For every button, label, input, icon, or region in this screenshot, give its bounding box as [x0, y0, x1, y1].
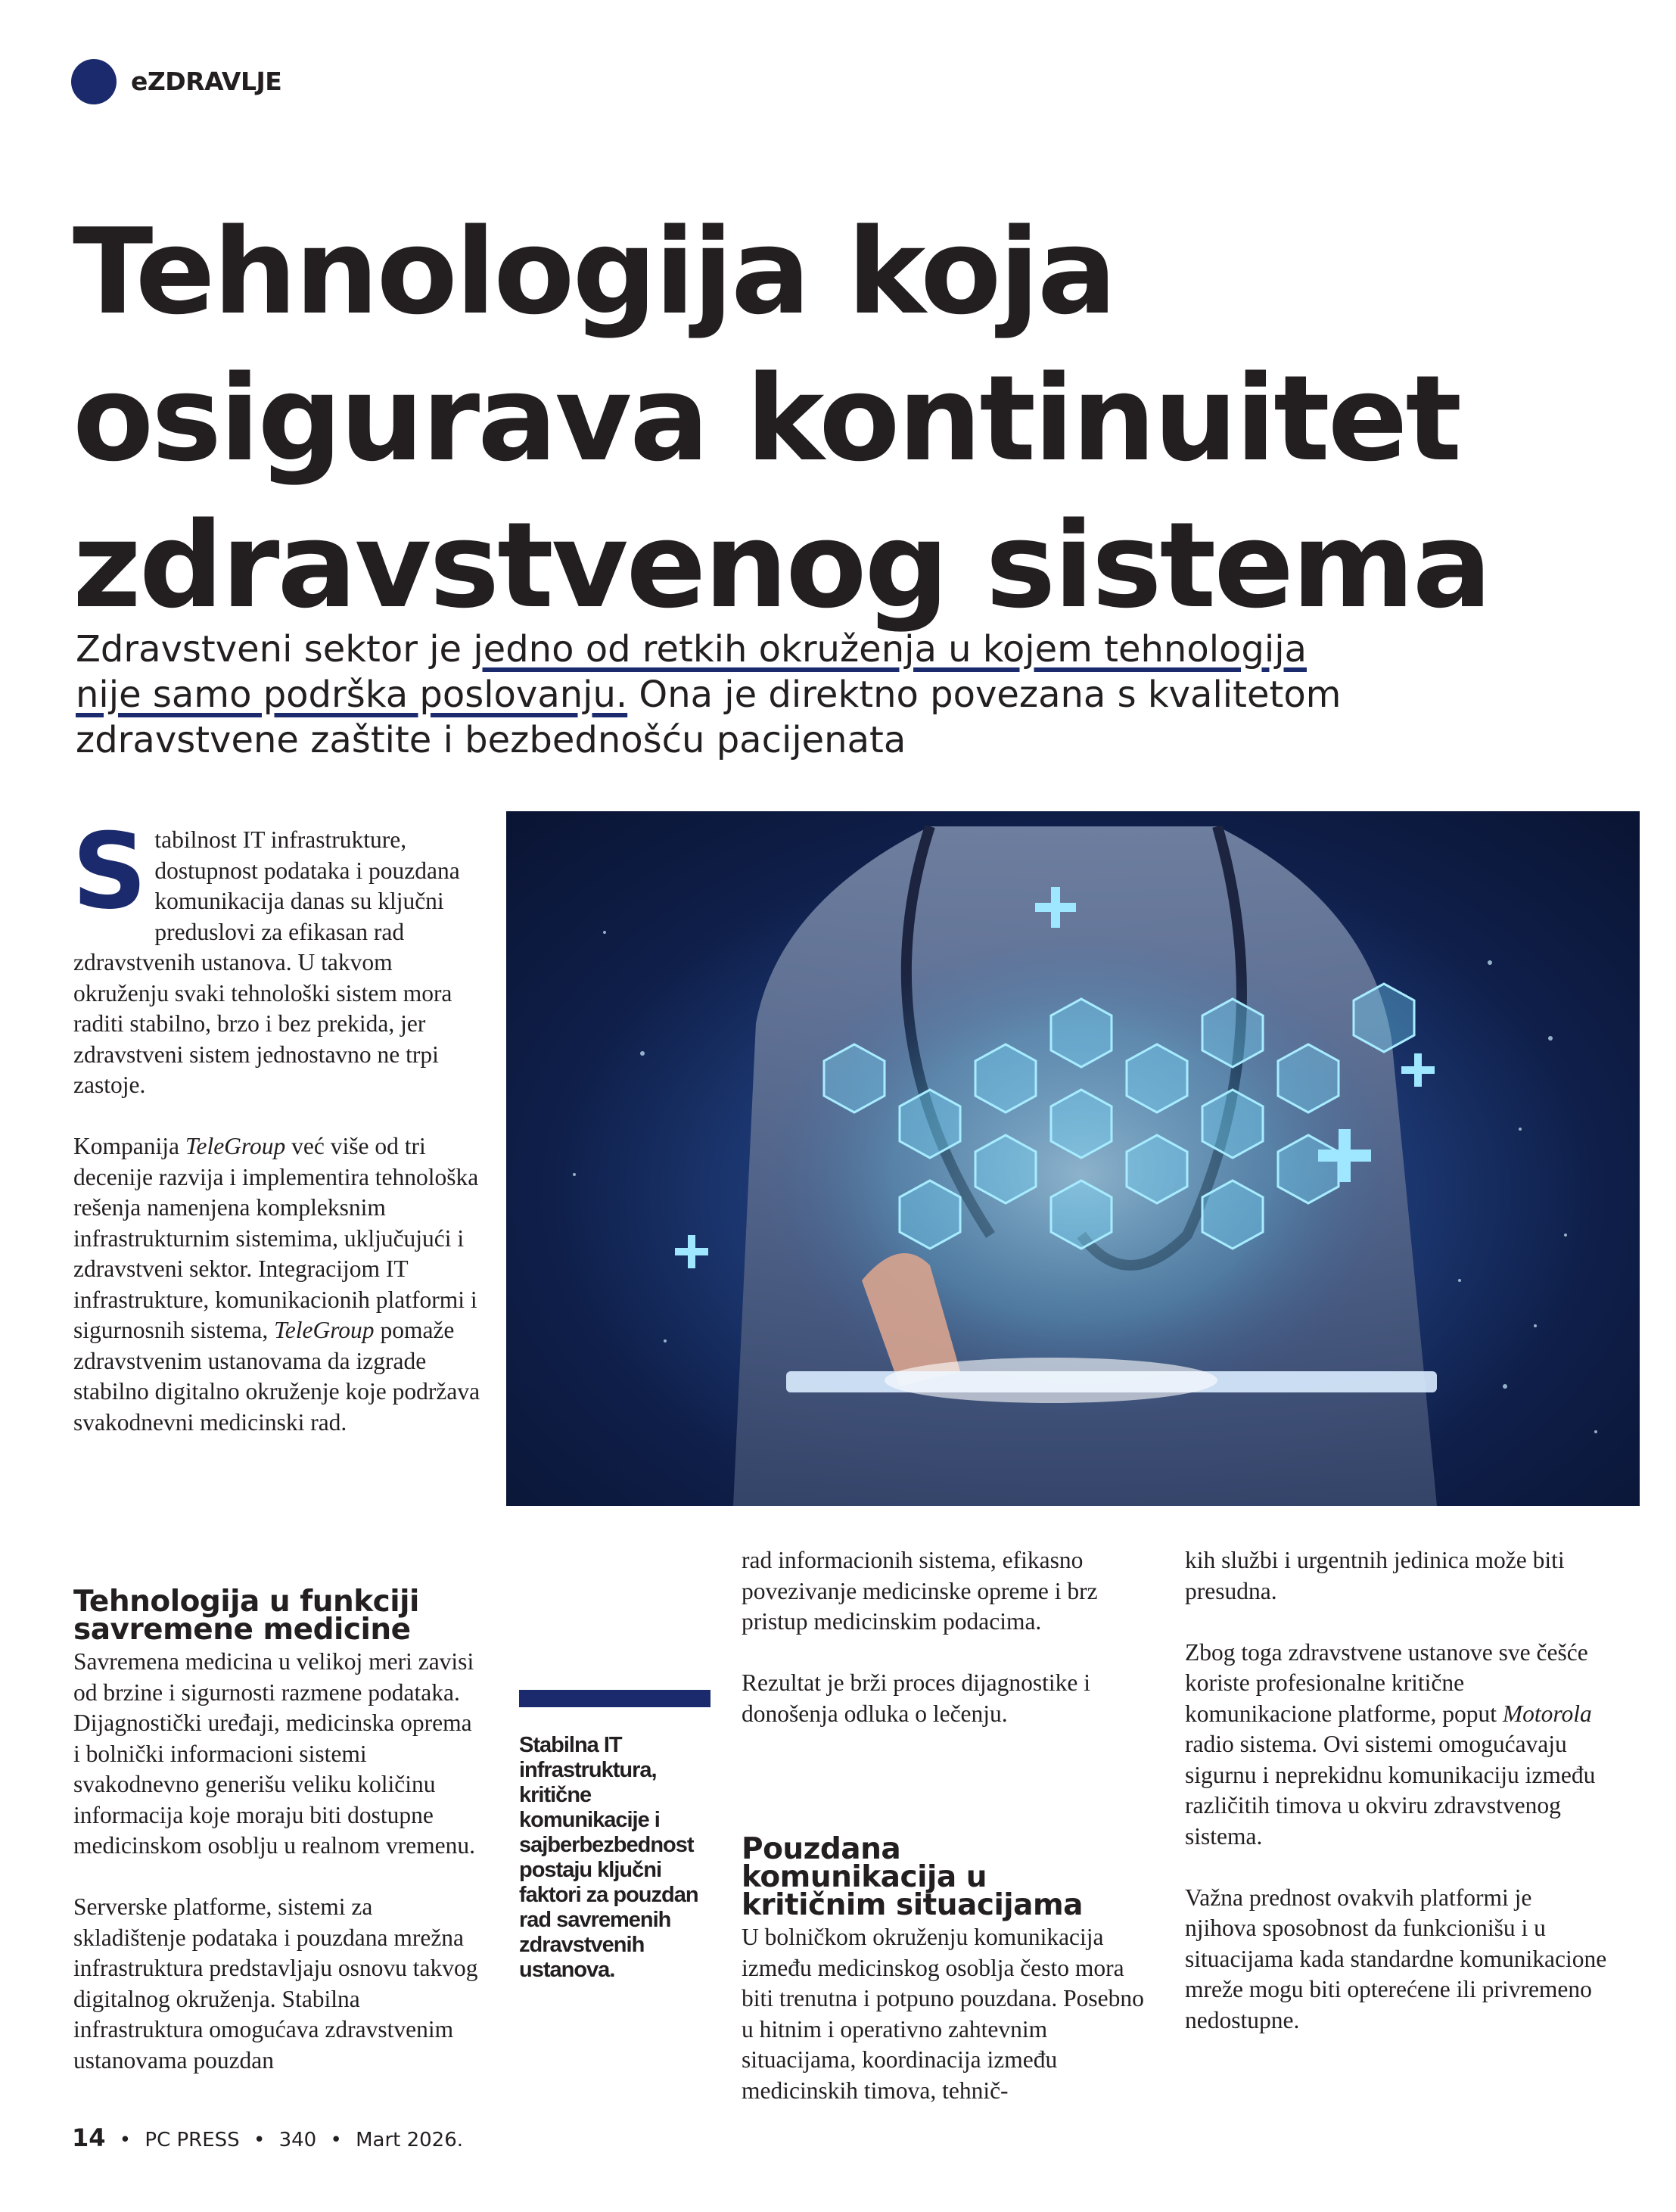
brand-name: Motorola: [1502, 1700, 1592, 1727]
section2-heading: [742, 1832, 1150, 1922]
section2-continued-column: [1185, 1545, 1609, 2036]
section2-paragraph: kih službi i urgentnih jedinica može biti presudna.: [1185, 1547, 1565, 1604]
footer-separator: •: [119, 2129, 132, 2151]
pullquote: Stabilna IT infrastruktura, kritične komunikacije i sajberbezbednost postaju ključni faktori za pouzdan rad savremenih zdravstvenih ustanova.: [519, 1733, 698, 1982]
lead-paragraph: [76, 627, 1634, 763]
paragraph-text: Kompanija: [73, 1133, 185, 1159]
paragraph-text: radio sistema. Ovi sistemi omogućavaju sigurnu i neprekidnu komunikaciju između različitih timova u okviru zdravstvenog sistema.: [1185, 1731, 1596, 1850]
title-line: osigurava kontinuitet: [73, 350, 1460, 487]
paragraph-text: već više od tri decenije razvija i implementira tehnološka rešenja namenjena kompleksnim infrastrukturnim sistemima, uključujući i zdravstveni sektor. Integracijom IT infrastrukture, komunikacionih platformi i sigurnosnih sistema,: [73, 1133, 479, 1343]
section1-paragraph: Serverske platforme, sistemi za skladištenje podataka i pouzdana mrežna infrastruktura predstavljaju osnovu takvog digitalnog okruženja. Stabilna infrastruktura omogućava zdravstvenim ustanovama pouzdan: [73, 1893, 478, 2074]
magazine-name: PC PRESS: [145, 2129, 240, 2151]
page-title: [73, 198, 1631, 639]
page-footer: [72, 2123, 463, 2152]
heading-line: komunikacija u: [742, 1860, 987, 1894]
footer-separator: •: [330, 2129, 342, 2151]
heading-line: Tehnologija u funkciji: [73, 1585, 419, 1619]
title-line: Tehnologija koja: [73, 203, 1115, 341]
paragraph-text: tabilnost IT infrastrukture, dostupnost podataka i pouzdana komunikacija danas su ključni preduslovi za efikasan rad zdravstvenih ustanova. U takvom okruženju svaki tehnološki sistem mora raditi stabilno, brzo i bez prekida, jer zdravstveni sistem jednostavno ne trpi zastoje.: [73, 826, 460, 1098]
pullquote-bar: [519, 1690, 711, 1707]
section2-paragraph: [1185, 1638, 1609, 1853]
page-number: 14: [72, 2123, 106, 2152]
heading-line: Pouzdana: [742, 1832, 901, 1866]
lead-line: [76, 627, 1634, 672]
lead-text: Ona je direktno povezana s kvalitetom: [627, 674, 1342, 716]
title-line: zdravstvenog sistema: [73, 496, 1490, 634]
section1-continued-column: [742, 1545, 1150, 1729]
lead-text: Zdravstveni sektor je: [76, 628, 474, 670]
hero-image: [506, 811, 1640, 1506]
tablet-glow: [885, 1358, 1217, 1403]
paragraph-text: pomaže zdravstvenim ustanovama da izgrade stabilno digitalno okruženje koje podržava svakodnevni medicinski rad.: [73, 1317, 480, 1436]
company-paragraph: [73, 1131, 482, 1438]
section-bullet-icon: [71, 59, 117, 104]
section1-heading: [73, 1585, 482, 1647]
medical-tech-illustration: [506, 811, 1640, 1506]
drop-cap: S: [72, 810, 148, 932]
issue-number: 340: [278, 2129, 317, 2151]
brand-name: TeleGroup: [274, 1317, 375, 1343]
section2-paragraph: Važna prednost ovakvih platformi je njihova sposobnost da funkcionišu i u situacijama kada standardne komunikacione mreže mogu biti opterećene ili privremeno nedostupne.: [1185, 1884, 1607, 2033]
brand-name: TeleGroup: [185, 1133, 286, 1159]
section1-column: [73, 1585, 482, 2076]
intro-paragraph: [72, 810, 482, 1101]
paragraph-text: Zbog toga zdravstvene ustanove sve češće koriste profesionalne kritične komunikacione platforme, poput: [1185, 1638, 1588, 1727]
lead-line: [76, 672, 1634, 717]
heading-line: savremene medicine: [73, 1613, 411, 1647]
heading-line: kritičnim situacijama: [742, 1888, 1083, 1922]
section2-column: [742, 1832, 1150, 2106]
section-label: eZDRAVLJE: [131, 67, 282, 96]
issue-date: Mart 2026.: [356, 2129, 464, 2151]
intro-column: [72, 810, 482, 1438]
section1-paragraph: Rezultat je brži proces dijagnostike i donošenja odluka o lečenju.: [742, 1669, 1090, 1727]
lead-highlight: nije samo podrška poslovanju.: [76, 674, 628, 716]
section2-paragraph: U bolničkom okruženju komunikacija između medicinskog osoblja često mora biti trenutna i potpuno pouzdana. Posebno u hitnim i operativno zahtevnim situacijama, koordinacija između medicinskih timova, tehnič-: [742, 1924, 1144, 2104]
section1-paragraph: Savremena medicina u velikoj meri zavisi od brzine i sigurnosti razmene podataka. Dijagnostički uređaji, medicinska oprema i bolnički informacioni sistemi svakodnevno generišu veliku količinu informacija koje moraju biti dostupne medicinskom osoblju u realnom vremenu.: [73, 1648, 476, 1859]
section1-paragraph: rad informacionih sistema, efikasno povezivanje medicinske opreme i brz pristup medicinskim podacima.: [742, 1547, 1098, 1635]
lead-highlight: jedno od retkih okruženja u kojem tehnologija: [473, 628, 1307, 670]
lead-line: zdravstvene zaštite i bezbednošću pacijenata: [76, 719, 906, 761]
footer-separator: •: [253, 2129, 266, 2151]
